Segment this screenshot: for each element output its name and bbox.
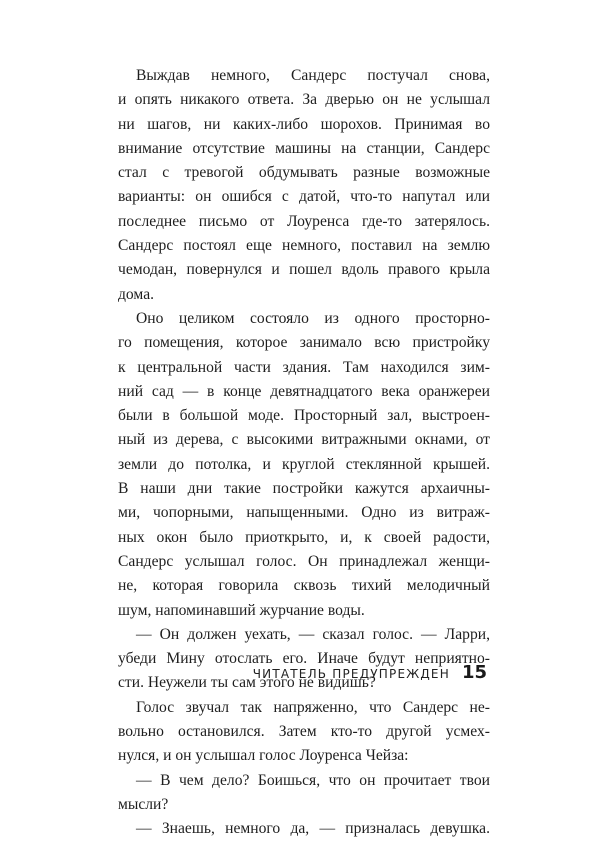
text-line: земли до потолка, и круглой стеклянной крышей. (118, 455, 490, 473)
text-line: ный из дерева, с высокими витражными окнами, от (118, 431, 490, 449)
text-line: нулся, и он услышал голос Лоуренса Чейза: (118, 747, 409, 765)
text-line: дома. (118, 285, 155, 303)
text-line: были в большой моде. Просторный зал, выстроен- (118, 407, 490, 425)
text-line: и опять никакого ответа. За дверью он не услышал (118, 91, 490, 109)
text-line: мысли? (118, 795, 169, 813)
page-number: 15 (461, 662, 487, 683)
text-line: ни шагов, ни каких-либо шорохов. Принимая во (118, 115, 490, 133)
text-line: — В чем дело? Боишься, что он прочитает твои (136, 771, 490, 789)
text-line: к центральной части здания. Там находился зим- (118, 358, 490, 376)
text-line: Оно целиком состояло из одного просторно- (136, 309, 490, 327)
text-line: Выждав немного, Сандерс постучал снова, (136, 67, 490, 84)
text-line: В наши дни такие постройки кажутся архаичны- (118, 480, 490, 498)
body-text (118, 64, 490, 842)
text-line: вольно остановился. Затем кто-то другой усмех- (118, 723, 490, 741)
text-line: последнее письмо от Лоуренса где-то затерялось. (118, 212, 490, 230)
text-line: — Знаешь, немного да, — призналась девушка. (136, 820, 490, 838)
text-line: не, которая говорила сквозь тихий мелодичный (118, 577, 490, 595)
text-line: ных окон было приоткрыто, и, к своей радости, (118, 528, 490, 546)
text-line: — Он должен уехать, — сказал голос. — Ларри, (136, 625, 490, 643)
text-line: чемодан, повернулся и пошел вдоль правого крыла (118, 261, 490, 279)
text-line: го помещения, которое занимало всю пристройку (118, 334, 490, 352)
text-line: внимание отсутствие машины на станции, Сандерс (118, 139, 490, 157)
text-line: Сандерс постоял еще немного, поставил на землю (118, 237, 490, 255)
text-line: Голос звучал так напряженно, что Сандерс не- (136, 698, 490, 716)
text-line: сти. Неужели ты сам этого не видишь? (118, 674, 376, 692)
text-line: Сандерс услышал голос. Он принадлежал женщи- (118, 552, 490, 570)
text-line: шум, напоминавший журчание воды. (118, 601, 365, 619)
text-line: ми, чопорными, напыщенными. Одно из витраж- (118, 504, 490, 522)
running-footer (0, 662, 487, 688)
text-line: стал с тревогой обдумывать разные возможные (118, 164, 490, 182)
text-line: варианты: он ошибся с датой, что-то напутал или (118, 188, 490, 206)
text-line: ний сад — в конце девятнадцатого века оранжереи (118, 382, 490, 400)
running-title: ЧИТАТЕЛЬ ПРЕДУПРЕЖДЕН (252, 667, 450, 681)
text-line: убеди Мину отослать его. Иначе будут неприятно- (118, 650, 490, 668)
